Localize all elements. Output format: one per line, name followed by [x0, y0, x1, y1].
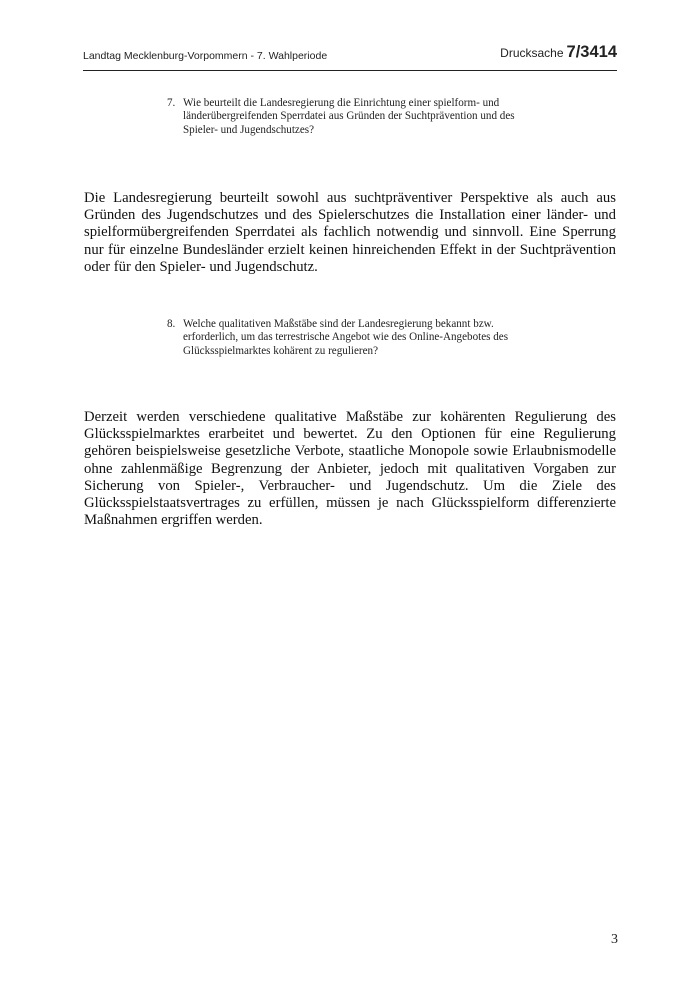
question-8 — [167, 318, 527, 358]
drucksache-label: Drucksache — [500, 46, 564, 60]
question-text: Welche qualitativen Maßstäbe sind der Landesregierung bekannt bzw. erforderlich, um das terrestrische Angebot wie des Online-Angebotes des Glücksspielmarktes kohärent zu regulieren? — [183, 318, 509, 357]
page-header — [83, 40, 617, 71]
answer-7: Die Landesregierung beurteilt sowohl aus suchtpräventiver Perspektive als auch aus Gründen des Jugendschutzes und des Spielerschutzes die Installation einer länder- und spielformübergreifenden Sperrdatei als fachlich notwendig und sinnvoll. Eine Sperrung nur für einzelne Bundesländer erzielt keinen hinreichenden Effekt in der Suchtprävention oder für den Spieler- und Jugendschutz. — [84, 190, 616, 275]
answer-8: Derzeit werden verschiedene qualitative Maßstäbe zur kohärenten Regulierung des Glücksspielmarktes erarbeitet und bewertet. Zu den Optionen für eine Regulierung gehören beispielsweise gesetzliche Verbote, staatliche Monopole sowie Erlaubnismodelle ohne zahlenmäßige Begrenzung der Anbieter, jedoch mit qualitativen Vorgaben zur Sicherung von Spieler-, Verbraucher- und Jugendschutz. Um die Ziele des Glücksspielstaatsvertrages zu erfüllen, müssen je nach Glücksspielform differenzierte Maßnahmen ergriffen werden. — [84, 409, 616, 529]
question-text: Wie beurteilt die Landesregierung die Einrichtung einer spielform- und länderübergreifenden Sperrdatei aus Gründen der Suchtprävention und des Spieler- und Jugendschutzes? — [183, 97, 515, 136]
question-number: 8. — [167, 318, 176, 330]
question-7 — [167, 97, 527, 137]
question-number: 7. — [167, 97, 176, 109]
header-parliament: Landtag Mecklenburg-Vorpommern - 7. Wahlperiode — [83, 50, 328, 62]
drucksache-number: 7/3414 — [566, 43, 617, 61]
page-number: 3 — [611, 932, 618, 947]
header-drucksache — [500, 43, 617, 62]
